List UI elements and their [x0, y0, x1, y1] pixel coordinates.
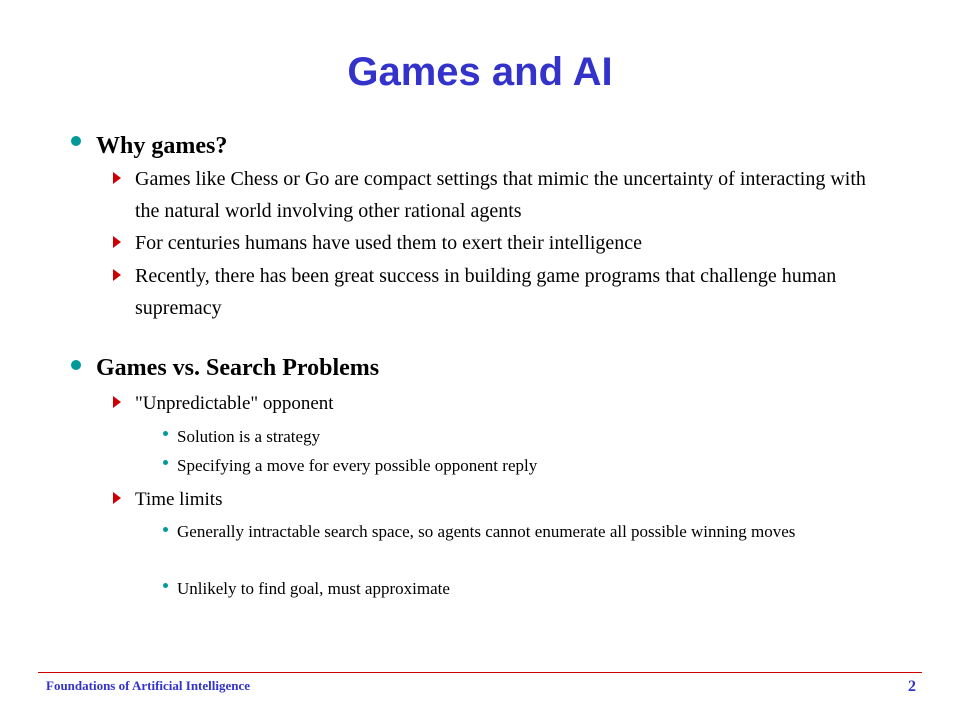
dot-bullet-icon: [163, 460, 168, 465]
sub-list-item: Specifying a move for every possible opponent reply: [177, 456, 538, 475]
footer-divider: [38, 672, 922, 673]
footer-course-title: Foundations of Artificial Intelligence: [46, 678, 251, 693]
list-item: Recently, there has been great success in building game programs that challenge human supremacy: [135, 265, 837, 319]
sub-list-item: Solution is a strategy: [177, 427, 321, 446]
triangle-bullet-icon: [113, 172, 121, 184]
section-heading: Why games?: [96, 133, 228, 159]
list-item: "Unpredictable" opponent: [135, 393, 334, 414]
dot-bullet-icon: [163, 431, 168, 436]
dot-bullet-icon: [163, 583, 168, 588]
sub-list-item: Generally intractable search space, so agents cannot enumerate all possible winning moves: [177, 522, 796, 541]
sub-list-item: Unlikely to find goal, must approximate: [177, 579, 450, 598]
list-item: Time limits: [135, 489, 223, 510]
triangle-bullet-icon: [113, 269, 121, 281]
page-number: 2: [908, 678, 916, 695]
bullet-dot-icon: [71, 136, 81, 146]
triangle-bullet-icon: [113, 492, 121, 504]
dot-bullet-icon: [163, 527, 168, 532]
bullet-dot-icon: [71, 360, 81, 370]
section-heading: Games vs. Search Problems: [96, 355, 380, 381]
list-item: Games like Chess or Go are compact settings that mimic the uncertainty of interacting with the natural world involving other rational agents: [135, 168, 866, 222]
triangle-bullet-icon: [113, 236, 121, 248]
list-item: For centuries humans have used them to exert their intelligence: [135, 232, 643, 254]
triangle-bullet-icon: [113, 396, 121, 408]
slide-title: Games and AI: [347, 50, 613, 94]
